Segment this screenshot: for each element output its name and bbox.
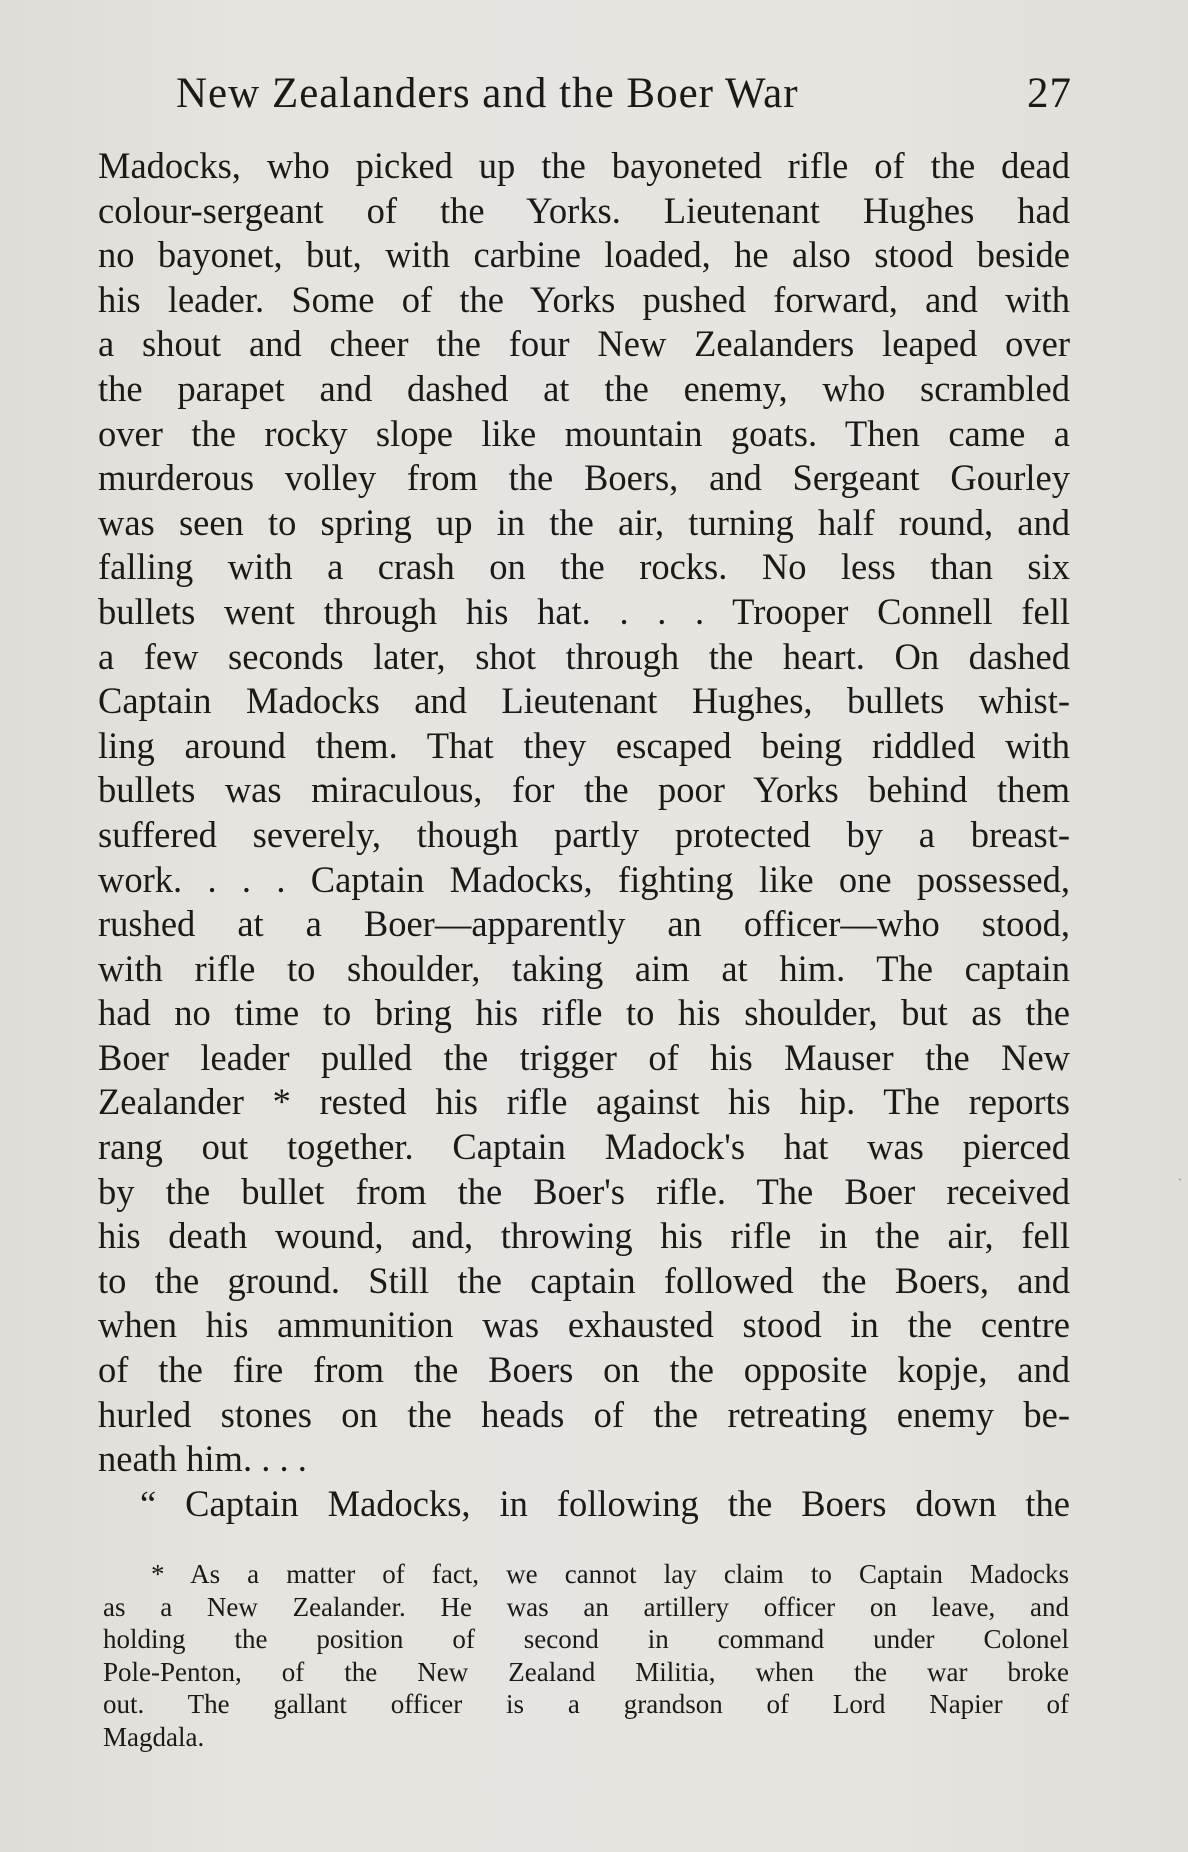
text-line: of the fire from the Boers on the opposite kopje, and [98,1349,1070,1391]
text-line: a shout and cheer the four New Zealanders leaped over [98,323,1070,365]
text-line: the parapet and dashed at the enemy, who scrambled [98,367,1070,409]
text-line: neath him. . . . [98,1438,307,1480]
text-line: Boer leader pulled the trigger of his Mauser the New [98,1036,1070,1078]
text-line: “ Captain Madocks, in following the Boers down the [140,1482,1070,1524]
text-line: bullets went through his hat. . . . Trooper Connell fell [98,590,1070,632]
text-line: had no time to bring his rifle to his shoulder, but as the [98,992,1070,1034]
text-line: rang out together. Captain Madock's hat was pierced [98,1126,1070,1168]
text-line: no bayonet, but, with carbine loaded, he also stood beside [98,234,1070,276]
text-line: his death wound, and, throwing his rifle in the air, fell [98,1215,1070,1257]
footnote-line: holding the position of second in command under Colonel [103,1624,1069,1655]
text-line: rushed at a Boer—apparently an officer—who stood, [98,903,1070,945]
text-line: suffered severely, though partly protected by a breast- [98,813,1070,855]
text-line: to the ground. Still the captain followed the Boers, and [98,1259,1070,1301]
text-line: colour-sergeant of the Yorks. Lieutenant Hughes had [98,189,1070,231]
text-line: a few seconds later, shot through the heart. On dashed [98,635,1070,677]
footnote-line: Magdala. [103,1721,205,1752]
footnote-line: Pole-Penton, of the New Zealand Militia, when the war broke [103,1656,1069,1687]
footnote-line: as a New Zealander. He was an artillery officer on leave, and [103,1591,1069,1622]
footnote-line: out. The gallant officer is a grandson of Lord Napier of [103,1689,1069,1720]
text-line: Madocks, who picked up the bayoneted rifle of the dead [98,145,1070,186]
text-line: falling with a crash on the rocks. No less than six [98,546,1070,588]
text-line: when his ammunition was exhausted stood in the centre [98,1304,1070,1346]
margin-speck-icon: ˎ [1178,1167,1182,1181]
footnote [103,1558,1069,1754]
text-line: Captain Madocks and Lieutenant Hughes, bullets whist- [98,680,1070,722]
text-line: his leader. Some of the Yorks pushed forward, and with [98,278,1070,320]
text-line: bullets was miraculous, for the poor Yorks behind them [98,769,1070,811]
running-head [176,64,1072,124]
text-line: Zealander * rested his rifle against his hip. The reports [98,1081,1070,1123]
text-line: work. . . . Captain Madocks, fighting like one possessed, [98,858,1070,900]
running-head-title: New Zealanders and the Boer War [176,70,799,117]
text-line: ling around them. That they escaped being riddled with [98,724,1070,766]
page-number: 27 [1027,70,1072,117]
text-line: hurled stones on the heads of the retreating enemy be- [98,1393,1070,1435]
footnote-line: * As a matter of fact, we cannot lay claim to Captain Madocks [151,1559,1069,1589]
text-line: with rifle to shoulder, taking aim at him. The captain [98,947,1070,989]
text-line: by the bullet from the Boer's rifle. The Boer received [98,1170,1070,1212]
text-line: murderous volley from the Boers, and Sergeant Gourley [98,457,1070,499]
text-line: was seen to spring up in the air, turning half round, and [98,501,1070,543]
body-text [98,144,1070,1526]
text-line: over the rocky slope like mountain goats. Then came a [98,412,1070,454]
